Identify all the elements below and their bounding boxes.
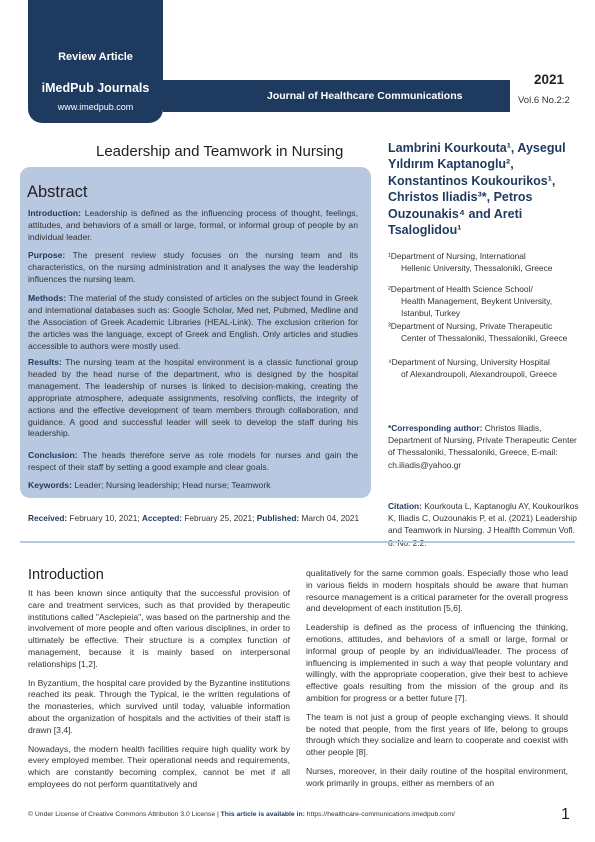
volume-number: Vol.6 No.2:2	[518, 95, 570, 106]
corresponding-label: *Corresponding author:	[388, 423, 483, 433]
abstract-results-text: The nursing team at the hospital environment is a classic functional group headed by the head nurse of the department, who is designed by the hospital management. The leadership of nurses is linked to decision-making, creating the appropriate atmosphere, adequate assignments, resolving conflicts, the integrity of actions and the effective development of team members through collaboration, and guidance. A good and successful leader will seek to develop the staff during his leadership.	[28, 357, 358, 439]
license-text: © Under License of Creative Commons Attribution 3.0 License |	[28, 811, 221, 818]
received-label: Received:	[28, 513, 68, 523]
affiliation-3-first: ³Department of Nursing, Private Therapeutic	[388, 321, 553, 331]
section-divider	[20, 541, 575, 543]
affiliation-3-rest: Center of Thessaloniki, Thessaloniki, Greece	[401, 332, 568, 343]
affiliation-1-first: ¹Department of Nursing, International	[388, 251, 526, 261]
keywords	[28, 480, 271, 490]
publisher-url[interactable]: www.imedpub.com	[57, 102, 134, 112]
accepted-date: February 25, 2021;	[182, 513, 257, 523]
intro-paragraph: The team is not just a group of people exchanging views. It should be noted that people, from the first years of life, belong to groups through which they socialize and learn to cooperate and coexist with other people [8].	[306, 711, 568, 758]
published-date: March 04, 2021	[299, 513, 360, 523]
affiliation-4-rest: of Alexandroupoli, Alexandroupoli, Greece	[401, 368, 557, 379]
citation-text: Kourkouta L, Kaptanoglu AY, Koukourikos K, Iliadis C, Ouzounakis P, et al. (2021) Leadership and Teamwork in Nursing. J Healfth Commun Vofl.	[388, 501, 579, 536]
citation-label: Citation:	[388, 501, 422, 511]
abstract-purpose-label: Purpose:	[28, 250, 66, 260]
introduction-left-column	[28, 588, 290, 798]
affiliation-4-first: ⁴Department of Nursing, University Hospital	[388, 357, 550, 367]
corresponding-author	[388, 422, 580, 471]
abstract-results-label: Results:	[28, 357, 62, 367]
introduction-heading: Introduction	[28, 567, 104, 583]
abstract-heading: Abstract	[27, 183, 88, 201]
affiliation-1-rest: Hellenic University, Thessaloniki, Greece	[401, 262, 553, 273]
availability-label: This article is available in:	[220, 811, 305, 818]
affiliation-3	[388, 321, 580, 345]
page-footer	[28, 811, 455, 818]
affiliation-2-rest: Health Management, Beykent University, Istanbul, Turkey	[401, 295, 553, 318]
article-type: Review Article	[58, 51, 133, 63]
intro-paragraph: qualitatively for the same common goals. Especially those who lead in various fields in modern hospitals should be aware that human resource management is a critical parameter for the overall progress and development of each institution [5,6].	[306, 568, 568, 614]
intro-paragraph: In Byzantium, the hospital care provided by the Byzantine institutions reached its peak. Through the Typical, ie the written regulations of the monasteries, which survived until today, valuable information about the organization of hospitals and the activities of their staff is drawn [3,4].	[28, 677, 290, 735]
abstract-purpose-text: The present review study focuses on the nursing team and its characteristics, on the nursing administration and it analyses the way the leadership influences the nursing team.	[28, 250, 358, 284]
journal-title-bar	[163, 80, 510, 112]
journal-brand-block	[28, 0, 163, 123]
intro-paragraph: Leadership is defined as the process of influencing the thinking, emotions, attitudes, and behaviors of a small or large, formal or informal group of people by an individual/leader. The process of influencing is implemented in such a way that people voluntary and willingly, with the appropriate cooperation, give their best to achieve effective goals resulting from the mission of the group and its ambition for progress or a better future [7].	[306, 622, 568, 703]
journal-link[interactable]: https://healthcare-communications.imedpub.com/	[304, 811, 455, 818]
intro-paragraph: It has been known since antiquity that the successful provision of care and treatment services, such as that provided by therapeutic institutions called "Asclepieia", was based on the partnership and the involvement of more people and often various disciplines, in order to ultimately be effective. Their structure is a complex function of management, because it is mainly based on interpersonal relationships [1,2].	[28, 588, 290, 669]
page-number: 1	[561, 806, 570, 823]
abstract-conclusion-text: The heads therefore serve as role models for nurses and gain the respect of their staff by setting a good example and clear goals.	[28, 450, 358, 472]
received-date: February 10, 2021;	[67, 513, 142, 523]
abstract-intro-label: Introduction:	[28, 208, 81, 218]
accepted-label: Accepted:	[141, 513, 183, 523]
keywords-label: Keywords:	[28, 480, 72, 490]
affiliation-2-first: ²Department of Health Science School/	[388, 284, 533, 294]
article-title: Leadership and Teamwork in Nursing	[96, 143, 344, 160]
journal-name: Journal of Healthcare Communications	[267, 90, 463, 102]
corresponding-text: Christos Iliadis, Department of Nursing, Private Therapeutic Center of Thessaloniki, Thessaloniki, Greece, E-mail: ch.iliadis@yahoo.gr	[388, 423, 577, 470]
published-label: Published:	[256, 513, 300, 523]
abstract-purpose	[28, 250, 358, 286]
abstract-intro-text: Leadership is defined as the influencing process of thought, feelings, attitudes, and behaviors of a small or large, formal, or informal group of people by an individual leader.	[28, 208, 358, 242]
article-dates	[28, 513, 359, 523]
abstract-results	[28, 357, 358, 440]
publisher-name: iMedPub Journals	[41, 81, 150, 95]
intro-paragraph: Nurses, moreover, in their daily routine of the hospital environment, work primarily in groups, either as members of an	[306, 765, 568, 788]
affiliation-4	[388, 357, 580, 381]
publication-year: 2021	[534, 72, 565, 87]
affiliation-1	[388, 251, 580, 275]
intro-paragraph: Nowadays, the modern health facilities require high quality work by every employed member. Their operational needs and requirements, which are constantly becoming complex, cannot be met if all employees do not perform quantitatively and	[28, 743, 290, 789]
affiliation-2	[388, 284, 580, 319]
introduction-right-column	[306, 568, 568, 797]
abstract-conclusion	[28, 450, 358, 474]
abstract-methods	[28, 293, 358, 353]
keywords-text: Leader; Nursing leadership; Head nurse; Teamwork	[71, 480, 271, 490]
abstract-conclusion-label: Conclusion:	[28, 450, 78, 460]
abstract-introduction	[28, 208, 358, 244]
abstract-methods-label: Methods:	[28, 293, 67, 303]
author-list: Lambrini Kourkouta¹, Aysegul Yıldırım Kaptanoglu², Konstantinos Koukourikos¹, Christos Iliadis³*, Petros Ouzounakis⁴ and Areti Tsaloglidou¹	[388, 141, 566, 238]
abstract-methods-text: The material of the study consisted of articles on the subject found in Greek and international databases such as: Google Scholar, Med net, Pubmed, Medline and the Association of Greek Academic Libraries (HEAL-Link). The exclusion criterion for the articles was the language, except of Greek and English. Only articles and studies accessible to authors were mostly used.	[28, 293, 358, 351]
